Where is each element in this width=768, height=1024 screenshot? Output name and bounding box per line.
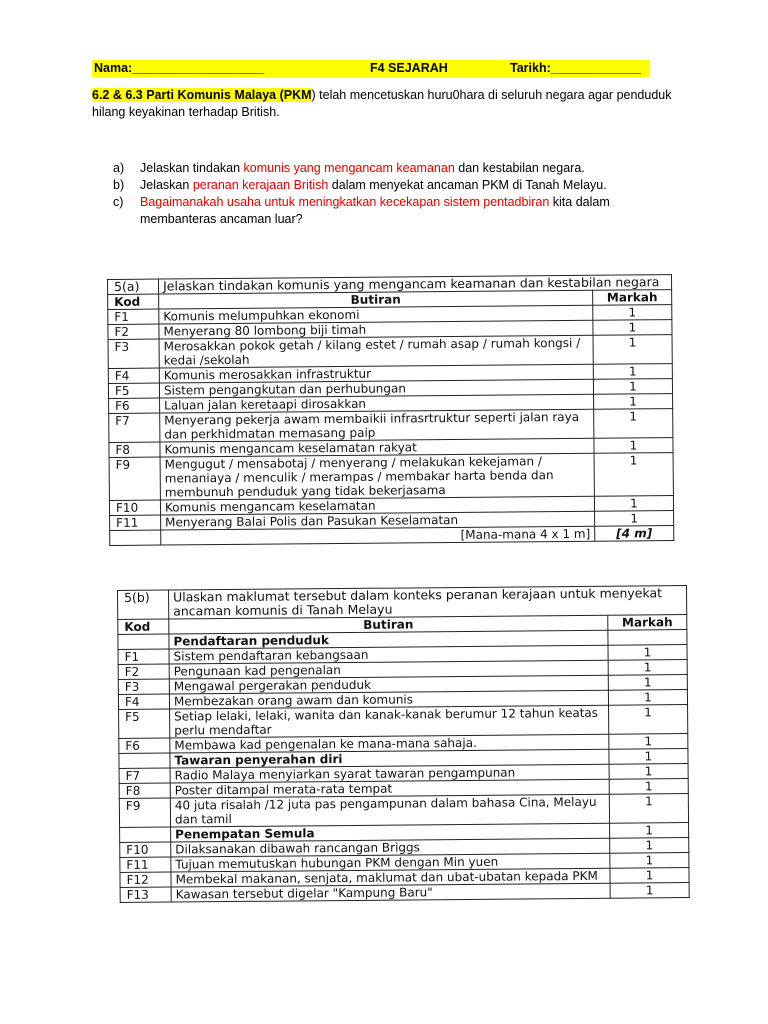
row-mark — [608, 630, 687, 646]
col-header-kod: Kod — [108, 294, 159, 309]
question-text: kita dalam membanteras ancaman luar? — [140, 195, 610, 226]
intro-text: ) telah mencetuskan huru0hara di seluruh negara agar penduduk hilang keyakinan terhadap British. — [92, 88, 672, 119]
row-code — [119, 753, 170, 768]
row-mark: 1 — [610, 883, 689, 899]
col-header-markah: Markah — [593, 290, 672, 306]
row-code: F5 — [119, 709, 170, 738]
row-code: F9 — [119, 798, 170, 827]
row-detail: Setiap lelaki, lelaki, wanita dan kanak-kanak berumur 12 tahun keatas perlu mendaftar — [170, 705, 609, 738]
row-mark: 1 — [608, 660, 687, 676]
row-detail: Menyerang 80 lombong biji timah — [159, 320, 593, 339]
row-detail: Pendaftaran penduduk — [169, 630, 608, 649]
row-detail: Menyerang pekerja awam membaikii infrasrtruktur seperti jalan raya dan perkhidmatan memasang paip — [160, 409, 594, 442]
row-code: F2 — [118, 664, 169, 679]
row-code: F4 — [118, 694, 169, 709]
row-mark: 1 — [608, 675, 687, 691]
row-detail: Mengawal pergerakan penduduk — [169, 675, 608, 694]
row-detail: Pengunaan kad pengenalan — [169, 660, 608, 679]
row-mark: 1 — [610, 838, 689, 854]
row-detail: Sistem pengangkutan dan perhubungan — [159, 379, 593, 398]
table-title: Ulaskan maklumat tersebut dalam konteks peranan kerajaan untuk menyekat ancaman komunis di Tanah Melayu — [169, 586, 687, 620]
row-mark: 1 — [609, 764, 688, 780]
col-header-kod: Kod — [118, 619, 169, 634]
row-mark: 1 — [609, 749, 688, 765]
row-mark: 1 — [593, 364, 672, 380]
row-mark: 1 — [594, 496, 673, 512]
row-detail: Komunis merosakkan infrastruktur — [159, 364, 593, 383]
row-mark: 1 — [610, 868, 689, 884]
question-emphasis: peranan kerajaan British — [192, 178, 329, 192]
row-mark: 1 — [609, 779, 688, 795]
topic-highlight: 6.2 & 6.3 Parti Komunis Malaya (PKM — [92, 88, 312, 102]
question-text: Jelaskan — [140, 178, 193, 192]
row-code: F8 — [119, 783, 170, 798]
row-detail: Membezakan orang awam dan komunis — [169, 690, 608, 709]
col-header-butiran: Butiran — [159, 290, 593, 309]
row-code: F6 — [109, 398, 160, 413]
row-mark: 1 — [593, 320, 672, 336]
row-detail: Penempatan Semula — [171, 823, 610, 842]
row-mark: 1 — [609, 794, 688, 824]
question-list — [113, 160, 673, 228]
date-field: Tarikh:_____________ — [510, 61, 642, 75]
row-detail: Kawasan tersebut digelar "Kampung Baru" — [171, 883, 610, 902]
question-emphasis: komunis yang mengancam keamanan — [243, 161, 455, 175]
row-code: F2 — [108, 324, 159, 339]
row-mark: 1 — [610, 823, 689, 839]
row-code: F10 — [120, 842, 171, 857]
question-item — [113, 177, 673, 194]
question-item — [113, 160, 673, 177]
intro-paragraph — [92, 87, 692, 121]
question-item — [113, 194, 673, 228]
question-label: a) — [113, 161, 125, 175]
footer-total: [4 m] — [595, 526, 674, 542]
question-text: Jelaskan tindakan — [140, 161, 244, 175]
question-text: dan kestabilan negara. — [454, 161, 585, 175]
row-mark: 1 — [594, 453, 673, 497]
question-label: b) — [113, 178, 125, 192]
row-mark: 1 — [610, 853, 689, 869]
row-mark: 1 — [595, 511, 674, 527]
row-code — [118, 634, 169, 649]
row-detail: Tujuan memutuskan hubungan PKM dengan Min yuen — [171, 853, 610, 872]
row-code: F7 — [119, 768, 170, 783]
table-title: Jelaskan tindakan komunis yang mengancam keamanan dan kestabilan negara — [159, 275, 672, 294]
row-code: F10 — [109, 500, 160, 515]
answer-table-5a — [107, 274, 674, 546]
row-code — [120, 827, 171, 842]
row-detail: Komunis melumpuhkan ekonomi — [159, 305, 593, 324]
row-code: F12 — [120, 872, 171, 887]
answer-table-5b — [117, 585, 690, 903]
row-detail: Laluan jalan keretaapi dirosakkan — [160, 394, 594, 413]
table-code: 5(b) — [118, 590, 169, 619]
table-code: 5(a) — [108, 279, 159, 294]
row-code: F6 — [119, 738, 170, 753]
row-mark: 1 — [608, 690, 687, 706]
row-detail: Tawaran penyerahan diri — [170, 749, 609, 768]
row-code: F1 — [118, 649, 169, 664]
table-row — [109, 453, 673, 501]
row-code: F9 — [109, 457, 160, 500]
row-mark: 1 — [594, 394, 673, 410]
row-mark: 1 — [609, 705, 688, 735]
row-mark: 1 — [593, 379, 672, 395]
row-mark: 1 — [593, 305, 672, 321]
question-emphasis: Bagaimanakah usaha untuk meningkatkan kecekapan sistem pentadbiran — [140, 195, 550, 209]
row-detail: 40 juta risalah /12 juta pas pengampunan dalam bahasa Cina, Melayu dan tamil — [170, 794, 609, 827]
row-mark: 1 — [594, 438, 673, 454]
question-label: c) — [113, 195, 124, 209]
footer-note: [Mana-mana 4 x 1 m] — [161, 526, 595, 545]
row-code: F11 — [110, 515, 161, 530]
row-detail: Mengugut / mensabotaj / menyerang / melakukan kekejaman / menaniaya / menculik / merampas / membakar harta benda dan membunuh penduduk yang tidak bekerjasama — [160, 453, 594, 500]
row-code: F4 — [108, 368, 159, 383]
row-code: F13 — [120, 887, 171, 902]
row-mark: 1 — [609, 734, 688, 750]
worksheet-header — [92, 60, 650, 77]
row-mark: 1 — [594, 409, 673, 439]
col-header-butiran: Butiran — [169, 615, 608, 634]
row-mark: 1 — [608, 645, 687, 661]
row-detail: Komunis mengancam keselamatan — [160, 496, 594, 515]
row-mark: 1 — [593, 335, 672, 365]
row-detail: Menyerang Balai Polis dan Pasukan Keselamatan — [161, 511, 595, 530]
row-detail: Poster ditampal merata-rata tempat — [170, 779, 609, 798]
row-code: F3 — [118, 679, 169, 694]
row-detail: Radio Malaya menyiarkan syarat tawaran pengampunan — [170, 764, 609, 783]
question-text: dalam menyekat ancaman PKM di Tanah Melayu. — [328, 178, 607, 192]
row-detail: Merosakkan pokok getah / kilang estet / rumah asap / rumah kongsi / kedai /sekolah — [159, 335, 593, 368]
row-code: F8 — [109, 442, 160, 457]
row-detail: Komunis mengancam keselamatan rakyat — [160, 438, 594, 457]
row-detail: Dilaksanakan dibawah rancangan Briggs — [171, 838, 610, 857]
row-code: F7 — [109, 413, 160, 442]
row-detail: Membekal makanan, senjata, maklumat dan ubat-ubatan kepada PKM — [171, 868, 610, 887]
col-header-markah: Markah — [608, 615, 687, 631]
footer-empty — [110, 530, 161, 545]
row-code: F3 — [108, 339, 159, 368]
row-detail: Membawa kad pengenalan ke mana-mana sahaja. — [170, 734, 609, 753]
subject-label: F4 SEJARAH — [370, 61, 448, 75]
name-field: Nama:___________________ — [94, 61, 265, 75]
row-code: F5 — [108, 383, 159, 398]
row-code: F11 — [120, 857, 171, 872]
row-detail: Sistem pendaftaran kebangsaan — [169, 645, 608, 664]
row-code: F1 — [108, 309, 159, 324]
